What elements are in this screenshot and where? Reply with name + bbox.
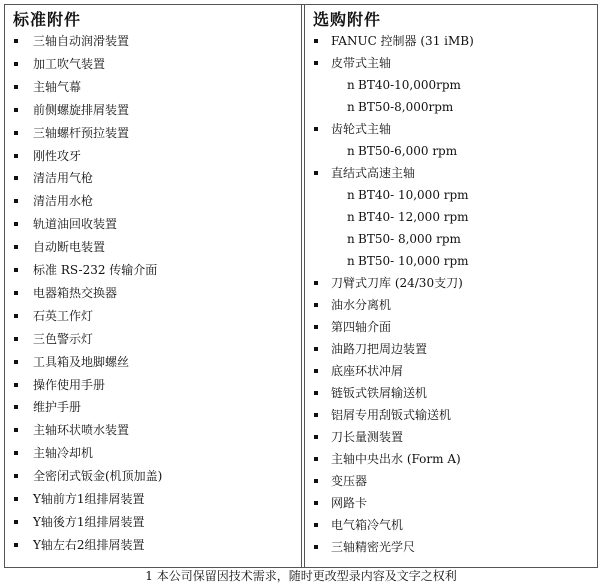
list-item-label: 主轴环状喷水装置 <box>33 423 130 438</box>
bullet-icon <box>314 39 318 43</box>
sub-bullet-marker: n <box>347 210 355 224</box>
sub-bullet-marker: n <box>347 144 355 158</box>
list-item <box>305 383 597 403</box>
list-item-label: BT40-10,000rpm <box>358 78 461 92</box>
list-item-label: Y轴左右2组排屑装置 <box>33 537 145 552</box>
list-item <box>5 420 303 440</box>
bullet-icon <box>14 383 18 387</box>
list-item-label: BT40- 12,000 rpm <box>358 210 469 224</box>
list-item <box>5 535 303 555</box>
list-item-label: 清洁用水枪 <box>33 194 94 209</box>
sub-list-item <box>305 251 597 271</box>
bullet-icon <box>314 347 318 351</box>
list-item-label: 主轴冷却机 <box>33 446 94 461</box>
bullet-icon <box>314 369 318 373</box>
list-item <box>5 375 303 395</box>
list-item <box>305 537 597 557</box>
list-item-label: 第四轴介面 <box>331 320 392 334</box>
list-item <box>5 54 303 74</box>
list-item <box>305 273 597 293</box>
list-item-label: 三轴自动润滑装置 <box>33 34 130 48</box>
bullet-icon <box>314 545 318 549</box>
bullet-icon <box>314 501 318 505</box>
list-item-label: 维护手册 <box>33 400 82 415</box>
list-item <box>5 329 303 349</box>
bullet-icon <box>14 451 18 455</box>
sub-bullet-marker: n <box>347 254 355 268</box>
list-item-label: 铝屑专用刮钣式输送机 <box>331 408 452 422</box>
list-item <box>5 146 303 166</box>
list-item <box>5 191 303 211</box>
list-item-label: 油水分离机 <box>331 298 392 312</box>
bullet-icon <box>14 268 18 272</box>
list-item <box>5 77 303 97</box>
bullet-icon <box>14 405 18 409</box>
bullet-icon <box>314 413 318 417</box>
list-item <box>5 489 303 509</box>
bullet-icon <box>314 435 318 439</box>
list-item-label: 三轴精密光学尺 <box>331 540 416 554</box>
sub-list-item <box>305 229 597 249</box>
list-item <box>5 283 303 303</box>
list-item <box>5 31 303 51</box>
bullet-icon <box>14 85 18 89</box>
list-item <box>305 339 597 359</box>
list-item-label: Y轴後方1组排屑装置 <box>33 514 145 529</box>
bullet-icon <box>314 61 318 65</box>
optional-accessories-column <box>305 5 597 567</box>
list-item <box>305 119 597 139</box>
list-item <box>5 443 303 463</box>
bullet-icon <box>14 176 18 180</box>
bullet-icon <box>14 245 18 249</box>
list-item-label: 全密闭式钣金(机顶加盖) <box>33 469 163 484</box>
list-item-label: BT40- 10,000 rpm <box>358 188 469 202</box>
bullet-icon <box>14 291 18 295</box>
bullet-icon <box>314 391 318 395</box>
list-item <box>5 306 303 326</box>
bullet-icon <box>14 360 18 364</box>
list-item <box>305 405 597 425</box>
bullet-icon <box>314 127 318 131</box>
bullet-icon <box>314 325 318 329</box>
sub-bullet-marker: n <box>347 100 355 114</box>
list-item <box>305 471 597 491</box>
optional-accessories-title: 选购附件 <box>313 10 382 29</box>
list-item-label: 清洁用气枪 <box>33 171 94 186</box>
bullet-icon <box>14 543 18 547</box>
bullet-icon <box>314 457 318 461</box>
bullet-icon <box>314 303 318 307</box>
list-item-label: 加工吹气装置 <box>33 56 106 71</box>
bullet-icon <box>314 479 318 483</box>
list-item <box>5 123 303 143</box>
list-item <box>5 397 303 417</box>
bullet-icon <box>14 62 18 66</box>
list-item-label: 自动断电装置 <box>33 240 106 255</box>
bullet-icon <box>314 281 318 285</box>
list-item <box>5 214 303 234</box>
sub-list-item <box>305 185 597 205</box>
copyright-note: 1 本公司保留因技术需求，随时更改型录内容及文字之权利 <box>145 569 457 583</box>
standard-accessories-column <box>5 5 303 567</box>
list-item <box>305 427 597 447</box>
list-item-label: 标准 RS-232 传输介面 <box>33 263 158 277</box>
list-item-label: BT50-8,000rpm <box>358 100 454 114</box>
bullet-icon <box>314 171 318 175</box>
sub-bullet-marker: n <box>347 78 355 92</box>
bullet-icon <box>314 523 318 527</box>
list-item-label: 轨道油回收装置 <box>33 217 118 232</box>
list-item-label: 三色警示灯 <box>33 331 94 346</box>
list-item-label: FANUC 控制器 (31 iMB) <box>331 34 474 48</box>
list-item <box>305 295 597 315</box>
list-item <box>305 317 597 337</box>
list-item-label: 齿轮式主轴 <box>331 122 392 136</box>
list-item-label: BT50- 10,000 rpm <box>358 254 469 268</box>
list-item-label: BT50- 8,000 rpm <box>358 232 461 246</box>
list-item <box>5 352 303 372</box>
list-item-label: 皮带式主轴 <box>331 56 392 70</box>
bullet-icon <box>14 497 18 501</box>
list-item <box>5 100 303 120</box>
list-item-label: 操作使用手册 <box>33 377 106 392</box>
list-item-label: 刚性攻牙 <box>33 148 82 163</box>
list-item <box>305 493 597 513</box>
list-item <box>5 260 303 280</box>
list-item <box>305 449 597 469</box>
list-item <box>5 168 303 188</box>
list-item <box>305 515 597 535</box>
sub-list-item <box>305 75 597 95</box>
list-item-label: 网路卡 <box>331 496 368 510</box>
bullet-icon <box>14 314 18 318</box>
list-item-label: 前侧螺旋排屑装置 <box>33 102 130 117</box>
list-item-label: 电气箱冷气机 <box>331 518 404 532</box>
sub-bullet-marker: n <box>347 232 355 246</box>
accessories-table <box>4 4 598 568</box>
list-item-label: 石英工作灯 <box>33 308 94 323</box>
list-item <box>5 237 303 257</box>
list-item-label: 三轴螺杆预拉装置 <box>33 125 130 140</box>
bullet-icon <box>14 222 18 226</box>
list-item-label: 电器箱热交换器 <box>33 285 118 300</box>
list-item-label: 链钣式铁屑输送机 <box>331 386 428 400</box>
list-item <box>5 466 303 486</box>
sub-list-item <box>305 207 597 227</box>
sub-bullet-marker: n <box>347 188 355 202</box>
bullet-icon <box>14 39 18 43</box>
list-item-label: 变压器 <box>331 474 368 488</box>
list-item-label: 直结式高速主轴 <box>331 166 416 180</box>
bullet-icon <box>14 131 18 135</box>
list-item-label: 刀长量测装置 <box>331 430 404 444</box>
list-item-label: BT50-6,000 rpm <box>358 144 458 158</box>
bullet-icon <box>14 520 18 524</box>
list-item-label: 底座环状冲屑 <box>331 364 404 378</box>
list-item-label: 刀臂式刀库 (24/30支刀) <box>331 276 463 290</box>
list-item-label: Y轴前方1组排屑装置 <box>33 492 145 506</box>
list-item <box>305 163 597 183</box>
bullet-icon <box>14 337 18 341</box>
bullet-icon <box>14 199 18 203</box>
bullet-icon <box>14 154 18 158</box>
list-item-label: 主轴中央出水 (Form A) <box>331 452 461 466</box>
sub-list-item <box>305 141 597 161</box>
list-item <box>305 31 597 51</box>
list-item-label: 油路刀把周边装置 <box>331 342 428 356</box>
sub-list-item <box>305 97 597 117</box>
bullet-icon <box>14 428 18 432</box>
list-item <box>305 53 597 73</box>
list-item <box>5 512 303 532</box>
bullet-icon <box>14 108 18 112</box>
list-item <box>305 361 597 381</box>
list-item-label: 工具箱及地脚螺丝 <box>33 354 130 369</box>
bullet-icon <box>14 474 18 478</box>
list-item-label: 主轴气幕 <box>33 79 82 94</box>
standard-accessories-title: 标准附件 <box>13 10 82 29</box>
